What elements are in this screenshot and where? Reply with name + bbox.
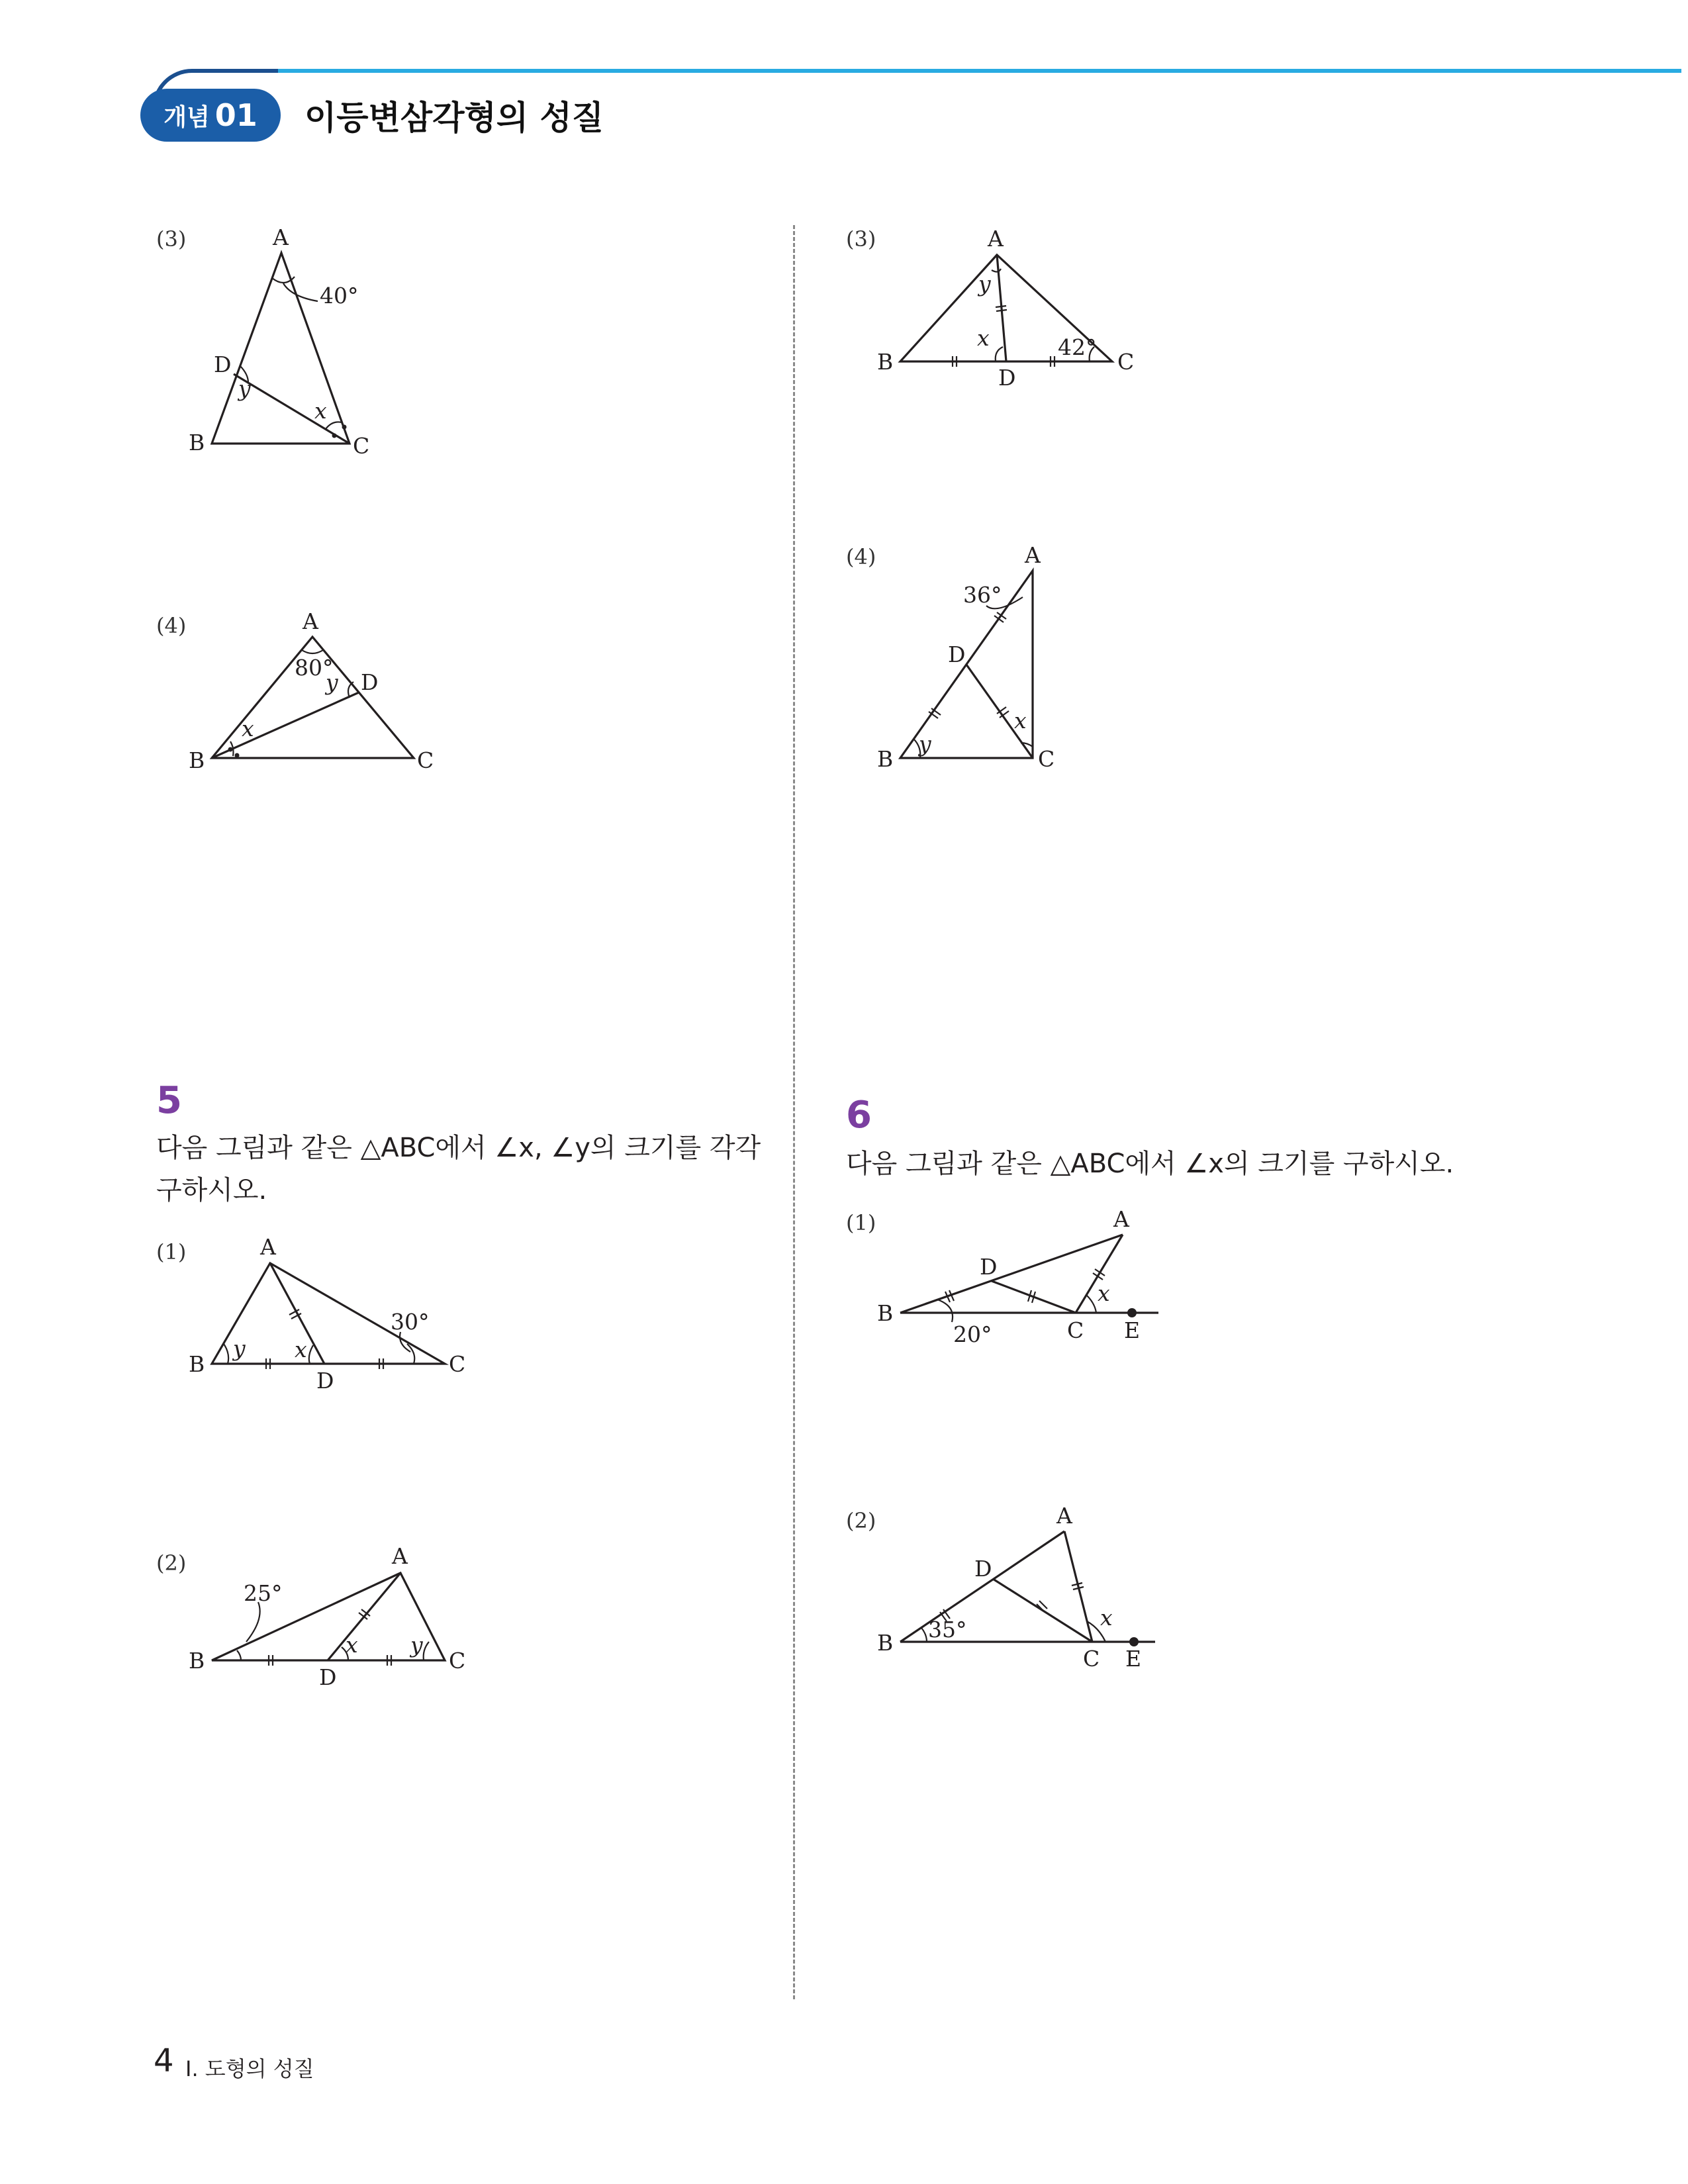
angle-arc-c [424,1642,429,1660]
angle-var-y: y [238,375,251,401]
right-item3-figure [874,225,1152,397]
right-item3-label: (3) [846,226,876,252]
vertex-c: C [1067,1317,1084,1343]
left-item4-figure [185,609,450,781]
angle-label-40: 40° [320,283,359,309]
vertex-a: A [392,1543,408,1569]
vertex-a: A [988,226,1004,252]
vertex-b: B [189,430,205,455]
vertex-b: B [877,349,894,375]
vertex-a: A [260,1234,276,1260]
vertex-d: D [998,365,1016,391]
angle-label-36: 36° [963,582,1002,608]
vertex-c: C [1038,746,1055,772]
angle-arc-a [992,269,1001,272]
angle-arc-b [237,1650,241,1660]
section-title: 이등변삼각형의 성질 [305,99,604,137]
angle-var-x: x [346,1632,358,1658]
vertex-b: B [877,1300,894,1326]
angle-var-y: y [233,1335,246,1361]
problem-6-text: 다음 그림과 같은 △ABC에서 ∠x의 크기를 구하시오. [846,1149,1454,1179]
angle-var-y: y [326,669,338,695]
angle-var-x: x [1098,1280,1110,1306]
angle-mark-dot [342,425,347,430]
angle-arc-b [224,1344,228,1364]
vertex-d: D [361,669,379,695]
angle-var-y: y [919,731,931,757]
left-item4-label: (4) [156,613,187,638]
problem-6-fig1-figure [874,1202,1178,1360]
problem-5-fig2-figure [185,1543,477,1695]
problem-6-fig1-label: (1) [846,1210,876,1235]
problem-6-number: 6 [846,1094,872,1137]
vertex-a: A [1025,542,1041,568]
angle-arc-d [996,347,1003,361]
angle-label-20: 20° [953,1321,992,1347]
vertex-c: C [353,433,370,459]
problem-5-text-line2: 구하시오. [156,1175,267,1206]
angle-label-25: 25° [244,1580,283,1606]
right-item4-figure [874,536,1086,788]
problem-5-fig1-figure [185,1231,477,1397]
problem-6-fig2-figure [874,1499,1178,1685]
angle-mark-dot [235,753,240,758]
angle-var-x: x [1100,1605,1113,1631]
problem-5-fig1-label: (1) [156,1239,187,1264]
concept-number: 01 [214,97,258,133]
angle-mark-dot [228,747,233,752]
segment-ba [900,1531,1064,1642]
column-divider [793,225,795,1999]
vertex-b: B [189,1648,205,1674]
segment-ac [1064,1531,1092,1642]
concept-badge [140,89,281,142]
page-number: 4 [154,2042,174,2079]
left-item3-figure [185,225,397,463]
segment-bd [212,692,359,758]
angle-mark-dot [332,434,337,438]
concept-word: 개념 [164,103,210,131]
left-item3-label: (3) [156,226,187,252]
footer-chapter: I. 도형의 성질 [185,2056,314,2081]
vertex-a: A [1056,1503,1072,1529]
angle-var-x: x [295,1337,307,1362]
angle-label-42: 42° [1058,334,1097,360]
right-item4-label: (4) [846,544,876,569]
angle-var-y: y [978,271,991,297]
vertex-d: D [974,1556,992,1582]
angle-var-x: x [242,716,254,741]
problem-5-text-line1: 다음 그림과 같은 △ABC에서 ∠x, ∠y의 크기를 각각 [156,1133,761,1163]
vertex-a: A [273,224,289,250]
angle-var-y: y [410,1632,423,1658]
header-rule [278,69,1681,73]
equal-tick [996,306,1006,307]
angle-label-35: 35° [928,1617,967,1642]
angle-leader-25 [246,1602,260,1642]
problem-5-fig2-label: (2) [156,1550,187,1576]
vertex-b: B [189,1351,205,1377]
angle-arc-a [302,650,323,653]
equal-tick [996,310,1007,311]
vertex-c: C [449,1648,466,1674]
vertex-c: C [449,1351,466,1377]
problem-5-number: 5 [156,1079,182,1122]
vertex-d: D [980,1254,998,1280]
vertex-d: D [214,352,232,377]
angle-arc-b [921,1628,927,1642]
vertex-d: D [948,641,966,667]
vertex-b: B [877,1630,894,1656]
segment-ba [900,1235,1123,1313]
angle-label-30: 30° [391,1309,430,1335]
problem-6-fig2-label: (2) [846,1508,876,1533]
angle-arc-c [326,422,342,429]
angle-leader-20 [937,1300,953,1322]
triangle-abc [212,253,350,444]
angle-label-80: 80° [295,655,334,681]
angle-var-x: x [314,398,327,424]
vertex-d: D [316,1368,334,1394]
vertex-a: A [1113,1206,1129,1232]
angle-leader-40 [283,283,318,301]
vertex-b: B [189,747,205,773]
vertex-b: B [877,746,894,772]
vertex-c: C [1083,1646,1100,1672]
angle-arc-d [309,1345,313,1364]
vertex-c: C [417,747,434,773]
segment-dc [234,374,350,444]
vertex-e: E [1124,1317,1141,1343]
angle-var-x: x [1014,708,1027,734]
vertex-c: C [1117,349,1135,375]
vertex-e: E [1125,1646,1142,1672]
angle-arc-exterior [1087,1296,1096,1313]
vertex-d: D [319,1664,337,1690]
vertex-a: A [303,608,318,634]
angle-var-x: x [977,325,990,351]
